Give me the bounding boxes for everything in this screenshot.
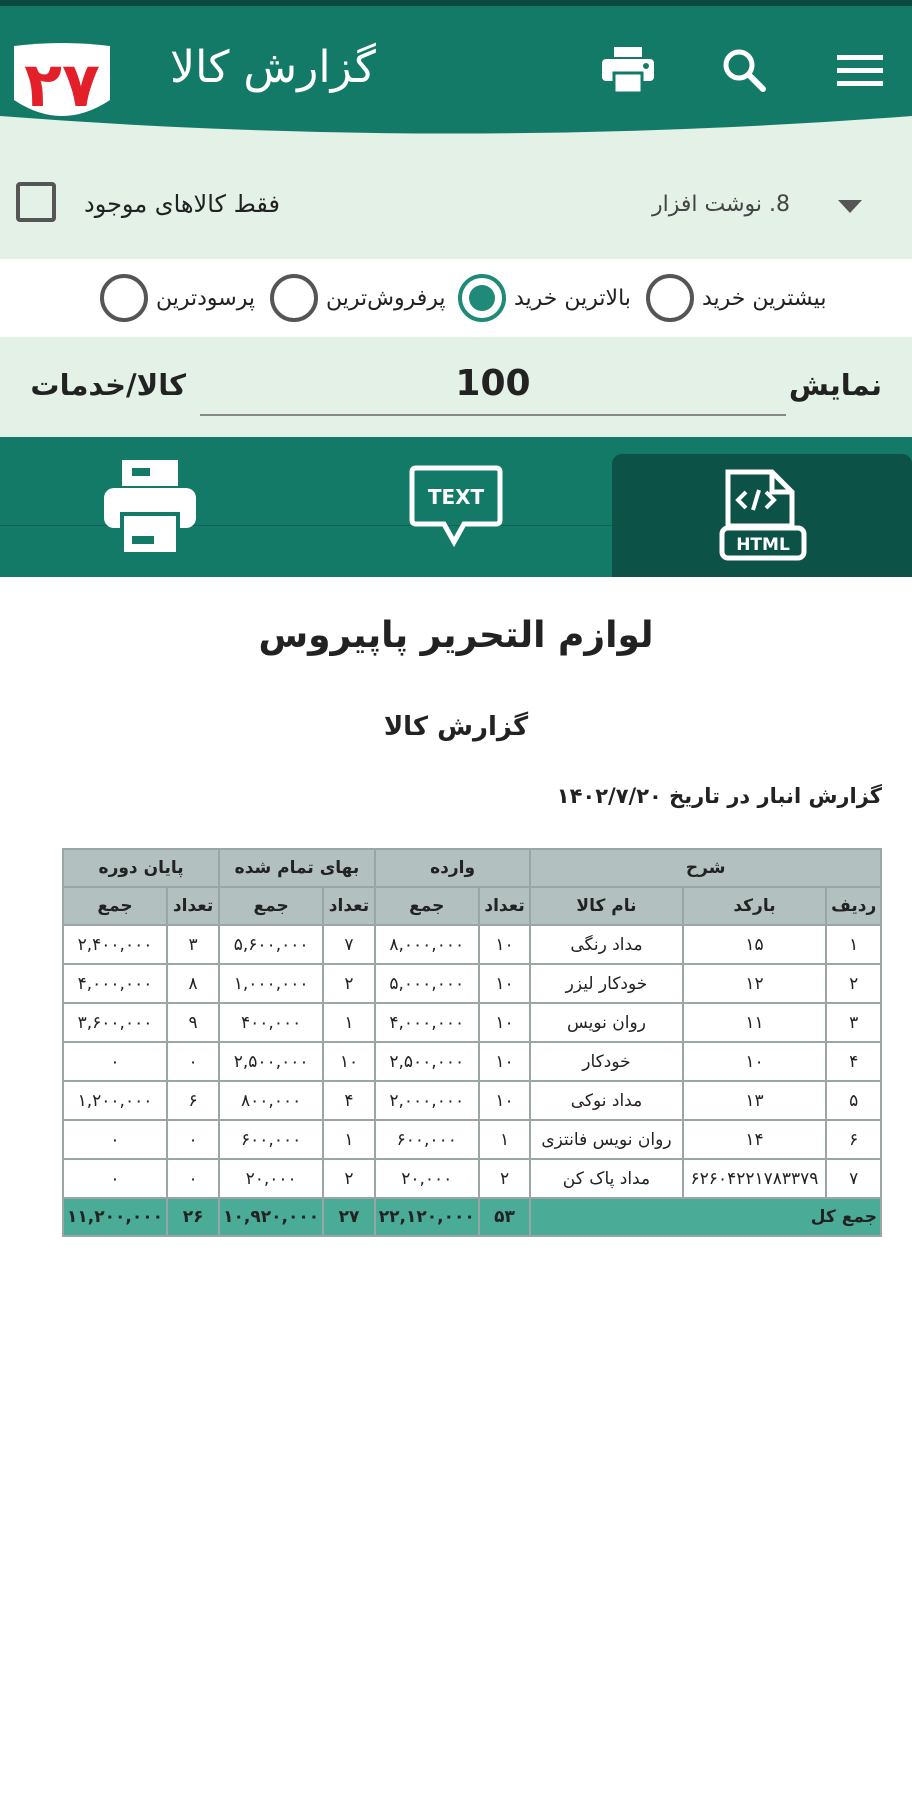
- radio-circle: [100, 274, 148, 322]
- cell-name: روان نویس فانتزی: [530, 1120, 682, 1159]
- category-dropdown[interactable]: [640, 185, 900, 225]
- print-button[interactable]: [600, 42, 656, 98]
- radio-label: پرفروش‌ترین: [326, 285, 446, 311]
- total-cost-sum: ۱۰,۹۲۰,۰۰۰: [219, 1198, 323, 1236]
- cell-end-count: ۰: [167, 1159, 219, 1198]
- cell-cost-sum: ۵,۶۰۰,۰۰۰: [219, 925, 323, 964]
- cell-cost-sum: ۲۰,۰۰۰: [219, 1159, 323, 1198]
- cell-in-sum: ۲,۰۰۰,۰۰۰: [375, 1081, 479, 1120]
- radio-label: بیشترین خرید: [702, 285, 827, 311]
- cell-in-count: ۲: [479, 1159, 531, 1198]
- cell-in-sum: ۲,۵۰۰,۰۰۰: [375, 1042, 479, 1081]
- table-row: [63, 1081, 881, 1120]
- cell-in-count: ۱۰: [479, 1081, 531, 1120]
- cell-barcode: ۱۰: [683, 1042, 827, 1081]
- radio-most-purchased[interactable]: [646, 273, 826, 323]
- search-icon: [721, 47, 767, 93]
- cell-barcode: ۱۴: [683, 1120, 827, 1159]
- cell-barcode: ۱۳: [683, 1081, 827, 1120]
- html-file-icon: [714, 468, 810, 564]
- cell-end-sum: ۰: [63, 1120, 167, 1159]
- cell-name: مداد پاک کن: [530, 1159, 682, 1198]
- total-end-sum: ۱۱,۲۰۰,۰۰۰: [63, 1198, 167, 1236]
- cell-row: ۱: [826, 925, 881, 964]
- cell-in-sum: ۴,۰۰۰,۰۰۰: [375, 1003, 479, 1042]
- cell-row: ۷: [826, 1159, 881, 1198]
- cell-name: خودکار: [530, 1042, 682, 1081]
- cell-end-sum: ۳,۶۰۰,۰۰۰: [63, 1003, 167, 1042]
- count-unit-label: کالا/خدمات: [30, 368, 186, 402]
- only-available-checkbox[interactable]: [16, 182, 56, 222]
- cell-in-sum: ۸,۰۰۰,۰۰۰: [375, 925, 479, 964]
- cell-end-count: ۳: [167, 925, 219, 964]
- menu-button[interactable]: [832, 42, 888, 98]
- category-value: 8. نوشت افزار: [651, 192, 790, 217]
- total-label: جمع کل: [530, 1198, 881, 1236]
- cell-name: مداد نوکی: [530, 1081, 682, 1120]
- cell-end-sum: ۰: [63, 1042, 167, 1081]
- export-print-button[interactable]: [0, 437, 300, 577]
- table-row: [63, 1042, 881, 1081]
- cell-end-sum: ۴,۰۰۰,۰۰۰: [63, 964, 167, 1003]
- cell-end-sum: ۲,۴۰۰,۰۰۰: [63, 925, 167, 964]
- cell-cost-count: ۱: [323, 1120, 375, 1159]
- radio-most-profitable[interactable]: [100, 273, 255, 323]
- table-group-header: [63, 849, 881, 887]
- count-show-label: نمایش: [788, 368, 882, 402]
- chevron-down-icon: [838, 200, 862, 213]
- cell-barcode: ۱۱: [683, 1003, 827, 1042]
- report-date-line: گزارش انبار در تاریخ ۱۴۰۲/۷/۲۰: [556, 784, 882, 808]
- export-html-button[interactable]: [612, 454, 912, 577]
- radio-label: پرسودترین: [156, 285, 255, 311]
- table-row: [63, 1120, 881, 1159]
- total-cost-count: ۲۷: [323, 1198, 375, 1236]
- group-header-desc: شرح: [530, 849, 881, 887]
- text-bubble-icon: [408, 464, 504, 550]
- count-input[interactable]: [200, 352, 786, 416]
- report-company-name: لوازم التحریر پاپیروس: [258, 615, 654, 656]
- cell-row: ۴: [826, 1042, 881, 1081]
- group-header-incoming: وارده: [375, 849, 531, 887]
- app-bar: [0, 6, 912, 141]
- total-end-count: ۲۶: [167, 1198, 219, 1236]
- table-row: [63, 1159, 881, 1198]
- logo-badge-text: ۲۷: [24, 48, 100, 121]
- search-button[interactable]: [716, 42, 772, 98]
- export-text-button[interactable]: [306, 437, 606, 577]
- group-header-cost: بهای تمام شده: [219, 849, 375, 887]
- radio-circle-selected: [458, 274, 506, 322]
- cell-row: ۳: [826, 1003, 881, 1042]
- cell-name: خودکار لیزر: [530, 964, 682, 1003]
- cell-in-sum: ۲۰,۰۰۰: [375, 1159, 479, 1198]
- cell-row: ۶: [826, 1120, 881, 1159]
- report-title: گزارش کالا: [383, 712, 529, 742]
- group-header-end: پایان دوره: [63, 849, 219, 887]
- radio-best-selling[interactable]: [270, 273, 446, 323]
- col-end-sum: جمع: [63, 887, 167, 925]
- cell-cost-sum: ۱,۰۰۰,۰۰۰: [219, 964, 323, 1003]
- page-title: گزارش کالا: [170, 42, 376, 93]
- cell-cost-count: ۴: [323, 1081, 375, 1120]
- cell-name: مداد رنگی: [530, 925, 682, 964]
- radio-circle: [270, 274, 318, 322]
- cell-row: ۵: [826, 1081, 881, 1120]
- cell-cost-sum: ۴۰۰,۰۰۰: [219, 1003, 323, 1042]
- cell-end-count: ۰: [167, 1120, 219, 1159]
- printer-icon: [100, 458, 200, 556]
- col-barcode: بارکد: [683, 887, 827, 925]
- cell-end-count: ۹: [167, 1003, 219, 1042]
- cell-end-count: ۸: [167, 964, 219, 1003]
- cell-in-count: ۱۰: [479, 1042, 531, 1081]
- radio-circle: [646, 274, 694, 322]
- cell-cost-sum: ۶۰۰,۰۰۰: [219, 1120, 323, 1159]
- cell-cost-count: ۲: [323, 964, 375, 1003]
- cell-barcode: ۶۲۶۰۴۲۲۱۷۸۳۳۷۹: [683, 1159, 827, 1198]
- table-row: [63, 1003, 881, 1042]
- menu-icon: [837, 53, 883, 87]
- cell-barcode: ۱۵: [683, 925, 827, 964]
- col-row: ردیف: [826, 887, 881, 925]
- cell-cost-count: ۱۰: [323, 1042, 375, 1081]
- col-in-sum: جمع: [375, 887, 479, 925]
- table-total-row: [63, 1198, 881, 1236]
- cell-barcode: ۱۲: [683, 964, 827, 1003]
- cell-cost-count: ۱: [323, 1003, 375, 1042]
- only-available-label: فقط کالاهای موجود: [84, 190, 281, 218]
- col-in-count: تعداد: [479, 887, 531, 925]
- cell-end-sum: ۱,۲۰۰,۰۰۰: [63, 1081, 167, 1120]
- printer-icon: [602, 47, 654, 93]
- cell-cost-count: ۷: [323, 925, 375, 964]
- col-cost-sum: جمع: [219, 887, 323, 925]
- radio-label: بالاترین خرید: [514, 285, 631, 311]
- table-column-header: [63, 887, 881, 925]
- cell-in-count: ۱۰: [479, 1003, 531, 1042]
- cell-cost-sum: ۲,۵۰۰,۰۰۰: [219, 1042, 323, 1081]
- cell-cost-count: ۲: [323, 1159, 375, 1198]
- report-table: [62, 848, 882, 1237]
- app-bar-background: [0, 6, 912, 141]
- cell-in-count: ۱۰: [479, 925, 531, 964]
- col-cost-count: تعداد: [323, 887, 375, 925]
- total-in-count: ۵۳: [479, 1198, 531, 1236]
- cell-name: روان نویس: [530, 1003, 682, 1042]
- cell-end-sum: ۰: [63, 1159, 167, 1198]
- col-end-count: تعداد: [167, 887, 219, 925]
- svg-text:TEXT: TEXT: [427, 485, 485, 509]
- cell-in-count: ۱۰: [479, 964, 531, 1003]
- svg-text:HTML: HTML: [736, 534, 790, 555]
- cell-row: ۲: [826, 964, 881, 1003]
- total-in-sum: ۲۲,۱۲۰,۰۰۰: [375, 1198, 479, 1236]
- radio-highest-purchase[interactable]: [458, 273, 631, 323]
- app-logo: [8, 40, 116, 126]
- cell-end-count: ۶: [167, 1081, 219, 1120]
- cell-in-sum: ۶۰۰,۰۰۰: [375, 1120, 479, 1159]
- cell-cost-sum: ۸۰۰,۰۰۰: [219, 1081, 323, 1120]
- cell-end-count: ۰: [167, 1042, 219, 1081]
- table-row: [63, 925, 881, 964]
- cell-in-count: ۱: [479, 1120, 531, 1159]
- cell-in-sum: ۵,۰۰۰,۰۰۰: [375, 964, 479, 1003]
- col-name: نام کالا: [530, 887, 682, 925]
- table-row: [63, 964, 881, 1003]
